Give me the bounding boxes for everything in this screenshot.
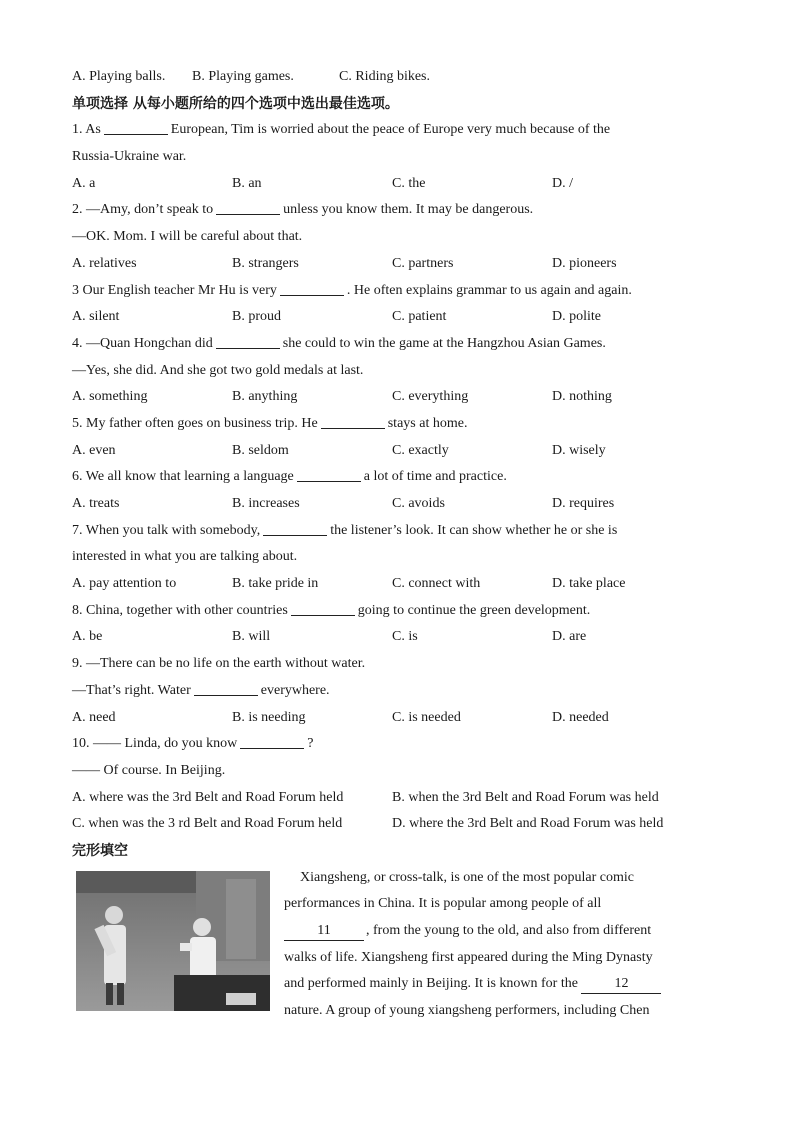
text-segment: 8. China, together with other countries (72, 602, 288, 618)
option-a: A. need (72, 709, 116, 725)
question-10-options-ab (72, 785, 712, 812)
question-10-stem (72, 731, 712, 758)
question-9-options (72, 705, 712, 732)
answer-blank (280, 281, 344, 296)
option-c: C. partners (392, 255, 454, 271)
answer-blank (194, 681, 258, 696)
cloze-passage (72, 865, 712, 1025)
question-4-stem (72, 331, 712, 358)
option-d: D. / (552, 175, 573, 191)
question-6-options (72, 491, 712, 518)
option-b: B. seldom (232, 442, 289, 458)
option-b: B. is needing (232, 709, 306, 725)
text-segment: and performed mainly in Beijing. It is known for the (284, 976, 578, 992)
question-7-stem (72, 518, 712, 545)
option-b: B. anything (232, 389, 298, 405)
option-a: A. even (72, 442, 116, 458)
section-heading-cloze: 完形填空 (72, 842, 128, 859)
cloze-line-6: nature. A group of young xiangsheng performers, including Chen (284, 1003, 650, 1019)
option-d: D. are (552, 629, 587, 645)
text-segment: going to continue the green development. (357, 602, 591, 618)
option-b: B. Playing games. (192, 69, 294, 84)
answer-blank (291, 601, 355, 616)
answer-blank (216, 334, 280, 349)
option-d: D. needed (552, 709, 609, 725)
answer-blank (216, 200, 280, 215)
answer-blank (297, 467, 361, 482)
text-segment: 5. My father often goes on business trip. He (72, 415, 318, 431)
question-3-stem (72, 278, 712, 305)
option-d: D. take place (552, 576, 626, 592)
option-c: C. patient (392, 309, 447, 325)
answer-blank (321, 414, 385, 429)
option-b: B. strangers (232, 255, 299, 271)
option-d: D. nothing (552, 389, 612, 405)
option-b: B. will (232, 629, 271, 645)
text-segment: 3 Our English teacher Mr Hu is very (72, 282, 277, 298)
question-2-stem (72, 197, 712, 224)
option-c: C. avoids (392, 496, 445, 511)
question-1-stem (72, 117, 712, 144)
option-b: B. an (232, 175, 262, 191)
cloze-blank-11: 11 (284, 922, 364, 941)
option-a: A. treats (72, 496, 120, 511)
option-c: C. connect with (392, 576, 481, 592)
answer-blank (240, 734, 304, 749)
cloze-line-1: Xiangsheng, or cross-talk, is one of the most popular comic (300, 869, 634, 885)
option-c: C. the (392, 175, 426, 191)
option-c: C. is needed (392, 709, 461, 725)
text-segment: , from the young to the old, and also from different (366, 923, 652, 938)
option-d: D. pioneers (552, 255, 617, 271)
option-a: A. Playing balls. (72, 69, 166, 84)
option-d: D. wisely (552, 442, 606, 458)
question-1-stem-cont: Russia-Ukraine war. (72, 149, 187, 165)
cloze-text (284, 865, 714, 1025)
question-5-options (72, 438, 712, 465)
text-segment: European, Tim is worried about the peace of Europe very much because of the (170, 122, 611, 138)
question-4-options (72, 384, 712, 411)
cloze-blank-12: 12 (581, 975, 661, 994)
option-d: D. requires (552, 496, 615, 511)
option-a: A. pay attention to (72, 576, 177, 592)
cloze-line-3 (284, 918, 714, 945)
text-segment: she could to win the game at the Hangzhou Asian Games. (282, 335, 606, 351)
option-b: B. when the 3rd Belt and Road Forum was held (392, 789, 659, 805)
text-segment: 1. As (72, 122, 101, 138)
question-5-stem (72, 411, 712, 438)
question-7-options (72, 571, 712, 598)
section-heading-single-choice: 单项选择 从每小题所给的四个选项中选出最佳选项。 (72, 95, 399, 112)
text-segment: a lot of time and practice. (363, 469, 507, 485)
question-1-options (72, 171, 712, 198)
option-c: C. exactly (392, 442, 449, 458)
text-segment: . He often explains grammar to us again and again. (346, 282, 632, 298)
question-7-stem-cont: interested in what you are talking about. (72, 549, 298, 565)
question-9-stem: 9. —There can be no life on the earth without water. (72, 656, 366, 672)
xiangsheng-performers-photo (76, 871, 270, 1011)
question-8-stem (72, 598, 712, 625)
previous-question-options (72, 64, 712, 91)
option-a: A. something (72, 389, 148, 405)
question-2-options (72, 251, 712, 278)
text-segment: 10. —— Linda, do you know (72, 736, 238, 752)
option-b: B. proud (232, 309, 281, 325)
option-a: A. a (72, 175, 96, 191)
question-10-stem-cont: —— Of course. In Beijing. (72, 762, 226, 778)
option-b: B. take pride in (232, 576, 319, 592)
text-segment: 6. We all know that learning a language (72, 469, 294, 485)
question-6-stem (72, 464, 712, 491)
option-a: A. be (72, 629, 103, 645)
cloze-line-2: performances in China. It is popular among people of all (284, 896, 602, 912)
text-segment: the listener’s look. It can show whether he or she is (330, 522, 618, 538)
text-segment: 4. —Quan Hongchan did (72, 335, 213, 351)
answer-blank (263, 521, 327, 536)
text-segment: everywhere. (260, 682, 330, 698)
option-d: D. where the 3rd Belt and Road Forum was held (392, 816, 664, 832)
question-10-options-cd (72, 811, 712, 838)
cloze-line-4: walks of life. Xiangsheng first appeared during the Ming Dynasty (284, 949, 653, 965)
option-a: A. relatives (72, 255, 137, 271)
question-2-stem-cont: —OK. Mom. I will be careful about that. (72, 229, 303, 245)
option-c: C. is (392, 629, 418, 645)
worksheet-page (72, 64, 712, 1025)
option-a: A. silent (72, 309, 120, 325)
question-9-stem-cont (72, 678, 712, 705)
option-d: D. polite (552, 309, 601, 325)
option-c: C. everything (392, 389, 469, 405)
text-segment: unless you know them. It may be dangerous. (283, 202, 534, 218)
text-segment: ? (307, 736, 314, 752)
option-c: C. Riding bikes. (339, 69, 431, 84)
option-a: A. where was the 3rd Belt and Road Forum held (72, 789, 344, 805)
answer-blank (104, 120, 168, 135)
option-b: B. increases (232, 496, 300, 511)
cloze-line-5 (284, 971, 714, 998)
question-3-options (72, 304, 712, 331)
text-segment: —That’s right. Water (72, 682, 191, 698)
text-segment: stays at home. (387, 415, 468, 431)
text-segment: 2. —Amy, don’t speak to (72, 202, 214, 218)
question-8-options (72, 624, 712, 651)
text-segment: 7. When you talk with somebody, (72, 522, 261, 538)
option-c: C. when was the 3 rd Belt and Road Forum held (72, 816, 343, 832)
question-4-stem-cont: —Yes, she did. And she got two gold medals at last. (72, 362, 364, 378)
